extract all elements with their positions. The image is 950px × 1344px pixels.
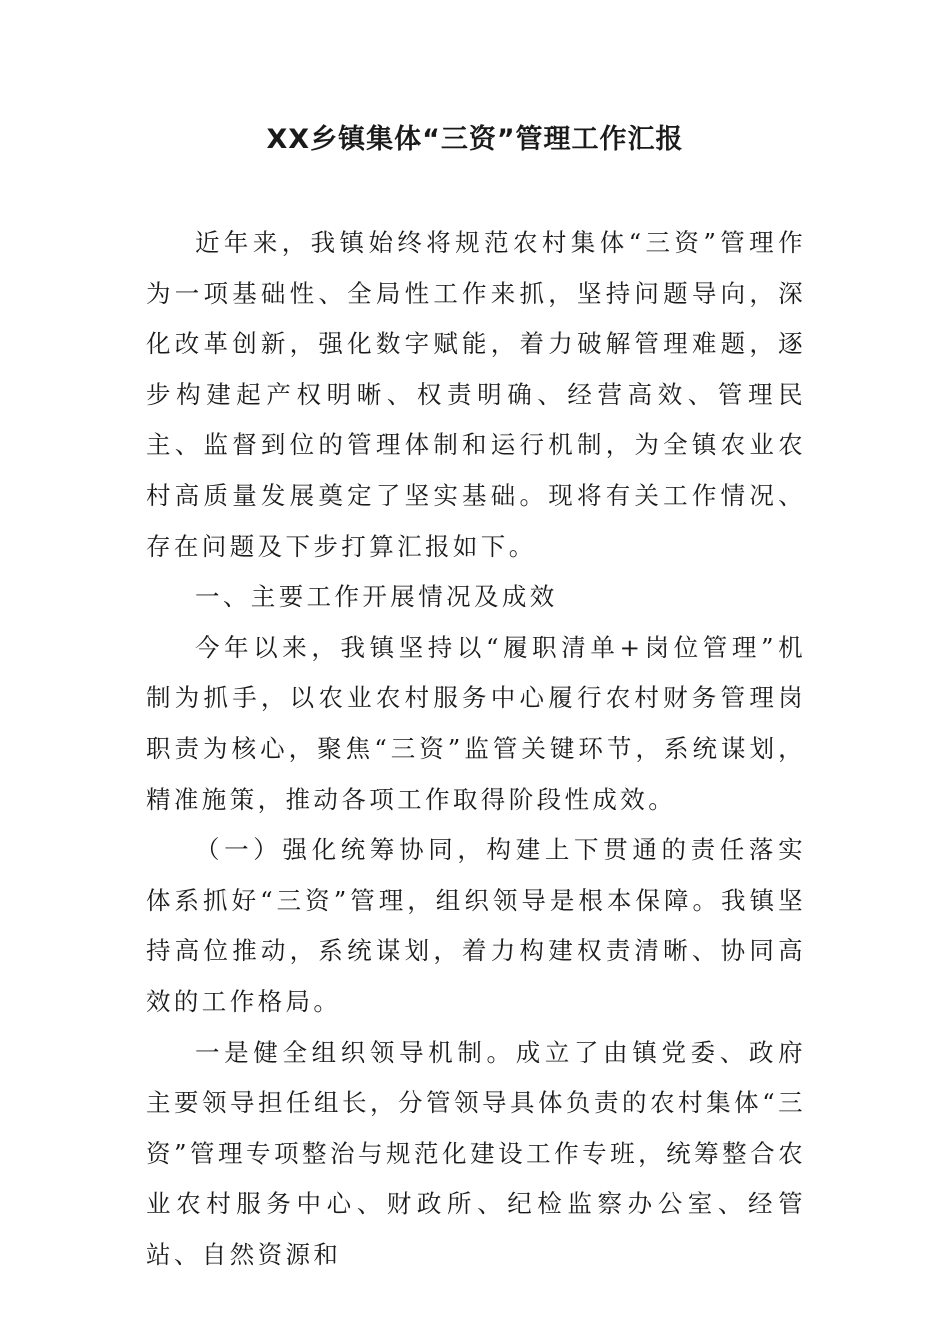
document-body: [146, 218, 806, 1280]
subsection-1-paragraph: （一）强化统筹协同，构建上下贯通的责任落实体系抓好“三资”管理，组织领导是根本保障。我镇坚持高位推动，系统谋划，着力构建权责清晰、协同高效的工作格局。: [146, 835, 806, 1016]
section-heading-1: 一、主要工作开展情况及成效: [195, 582, 558, 612]
point-1-paragraph: 一是健全组织领导机制。成立了由镇党委、政府主要领导担任组长，分管领导具体负责的农村集体“三资”管理专项整治与规范化建设工作专班，统筹整合农业农村服务中心、财政所、纪检监察办公室、经管站、自然资源和: [146, 1037, 806, 1269]
intro-paragraph: 近年来，我镇始终将规范农村集体“三资”管理作为一项基础性、全局性工作来抓，坚持问题导向，深化改革创新，强化数字赋能，着力破解管理难题，逐步构建起产权明晰、权责明确、经营高效、管理民主、监督到位的管理体制和运行机制，为全镇农业农村高质量发展奠定了坚实基础。现将有关工作情况、存在问题及下步打算汇报如下。: [146, 228, 806, 561]
document-title: XX乡镇集体“三资”管理工作汇报: [266, 124, 684, 155]
section-1-paragraph: 今年以来，我镇坚持以“履职清单+岗位管理”机制为抓手，以农业农村服务中心履行农村财务管理岗职责为核心，聚焦“三资”监管关键环节，系统谋划，精准施策，推动各项工作取得阶段性成效。: [146, 632, 806, 814]
